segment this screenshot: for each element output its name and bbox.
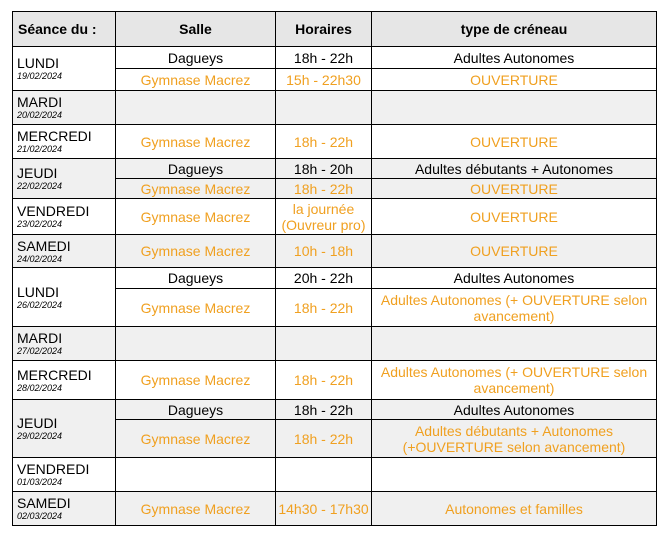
horaire-line: (Ouvreur pro) [281, 216, 366, 233]
type-cell: OUVERTURE [372, 235, 657, 268]
type-cell: OUVERTURE [372, 69, 657, 91]
type-cell: Adultes Autonomes [372, 400, 657, 420]
day-name: MARDI [17, 94, 63, 110]
day-name: SAMEDI [17, 495, 71, 511]
table-row [13, 47, 657, 69]
horaire-cell: 10h - 18h [276, 235, 372, 268]
type-cell [372, 91, 657, 125]
header-type: type de créneau [372, 12, 657, 47]
salle-cell: Dagueys [116, 47, 276, 69]
day-date: 27/02/2024 [17, 346, 63, 356]
header-row [13, 12, 657, 47]
day-name: MARDI [17, 330, 63, 346]
type-line: (+OUVERTURE selon avancement) [402, 438, 626, 455]
type-cell: Adultes Autonomes [372, 47, 657, 69]
day-cell [13, 327, 116, 361]
horaire-line: la journée [292, 200, 355, 217]
day-date: 26/02/2024 [17, 299, 63, 310]
horaire-cell: 18h - 22h [276, 400, 372, 420]
day-cell [13, 47, 116, 91]
type-cell [372, 327, 657, 361]
header-seance: Séance du : [13, 12, 116, 47]
day-date: 29/02/2024 [17, 431, 63, 441]
type-cell [372, 458, 657, 492]
table-row [13, 125, 657, 159]
salle-cell [116, 91, 276, 125]
salle-cell: Gymnase Macrez [116, 125, 276, 159]
schedule-table [12, 11, 657, 526]
salle-cell: Gymnase Macrez [116, 69, 276, 91]
salle-cell: Gymnase Macrez [116, 235, 276, 268]
table-row [13, 199, 657, 235]
horaire-cell [276, 458, 372, 492]
horaire-cell: 18h - 22h [276, 47, 372, 69]
table-row [13, 91, 657, 125]
horaire-cell: 20h - 22h [276, 268, 372, 289]
day-cell [13, 492, 116, 526]
salle-cell: Dagueys [116, 400, 276, 420]
day-name: JEUDI [17, 165, 58, 181]
horaire-cell: 18h - 22h [276, 420, 372, 458]
table-row [13, 159, 657, 179]
day-cell [13, 91, 116, 125]
day-cell [13, 458, 116, 492]
horaire-cell: 18h - 22h [276, 179, 372, 199]
table-row [13, 400, 657, 420]
header-salle: Salle [116, 12, 276, 47]
type-line: Adultes Autonomes (+ OUVERTURE selon [380, 291, 648, 308]
table-row [13, 327, 657, 361]
type-line: Adultes débutants + Autonomes [414, 422, 614, 439]
day-name: MERCREDI [17, 366, 92, 383]
salle-cell: Gymnase Macrez [116, 179, 276, 199]
day-cell [13, 199, 116, 235]
type-line: Adultes Autonomes (+ OUVERTURE selon [380, 364, 648, 380]
day-date: 22/02/2024 [17, 181, 63, 191]
type-cell: OUVERTURE [372, 179, 657, 199]
table-row [13, 361, 657, 400]
type-cell [372, 361, 657, 400]
type-cell [372, 289, 657, 327]
type-cell: OUVERTURE [372, 125, 657, 159]
type-line: avancement) [473, 380, 555, 396]
day-cell [13, 400, 116, 458]
day-name: VENDREDI [17, 461, 90, 477]
horaire-cell: 18h - 22h [276, 289, 372, 327]
day-date: 21/02/2024 [17, 144, 63, 154]
horaire-cell: 18h - 22h [276, 361, 372, 400]
day-cell [13, 361, 116, 400]
day-name: JEUDI [17, 415, 58, 431]
type-cell: Adultes Autonomes [372, 268, 657, 289]
salle-cell: Dagueys [116, 268, 276, 289]
day-name: LUNDI [17, 283, 60, 300]
horaire-cell: 14h30 - 17h30 [276, 492, 372, 526]
header-horaires: Horaires [276, 12, 372, 47]
horaire-cell: 18h - 20h [276, 159, 372, 179]
salle-cell [116, 327, 276, 361]
type-line: avancement) [473, 307, 555, 324]
salle-cell: Gymnase Macrez [116, 361, 276, 400]
day-cell [13, 159, 116, 199]
horaire-cell [276, 199, 372, 235]
day-date: 28/02/2024 [17, 382, 63, 393]
day-date: 01/03/2024 [17, 477, 63, 487]
horaire-cell: 18h - 22h [276, 125, 372, 159]
day-date: 19/02/2024 [17, 71, 63, 81]
day-cell [13, 125, 116, 159]
day-name: VENDREDI [17, 203, 90, 219]
day-date: 20/02/2024 [17, 110, 63, 120]
horaire-cell [276, 327, 372, 361]
salle-cell: Gymnase Macrez [116, 199, 276, 235]
day-name: SAMEDI [17, 237, 71, 254]
salle-cell: Gymnase Macrez [116, 420, 276, 458]
horaire-cell: 15h - 22h30 [276, 69, 372, 91]
horaire-cell [276, 91, 372, 125]
table-row [13, 235, 657, 268]
table-row [13, 492, 657, 526]
day-date: 24/02/2024 [17, 253, 63, 264]
salle-cell: Gymnase Macrez [116, 289, 276, 327]
type-cell [372, 420, 657, 458]
day-name: LUNDI [17, 55, 60, 71]
day-date: 23/02/2024 [17, 219, 63, 229]
salle-cell [116, 458, 276, 492]
type-cell: OUVERTURE [372, 199, 657, 235]
day-name: MERCREDI [17, 128, 92, 144]
day-cell [13, 235, 116, 268]
day-date: 02/03/2024 [17, 511, 63, 521]
day-cell [13, 268, 116, 327]
salle-cell: Dagueys [116, 159, 276, 179]
type-cell: Adultes débutants + Autonomes [372, 159, 657, 179]
table-row [13, 268, 657, 289]
table-row [13, 458, 657, 492]
salle-cell: Gymnase Macrez [116, 492, 276, 526]
type-cell: Autonomes et familles [372, 492, 657, 526]
